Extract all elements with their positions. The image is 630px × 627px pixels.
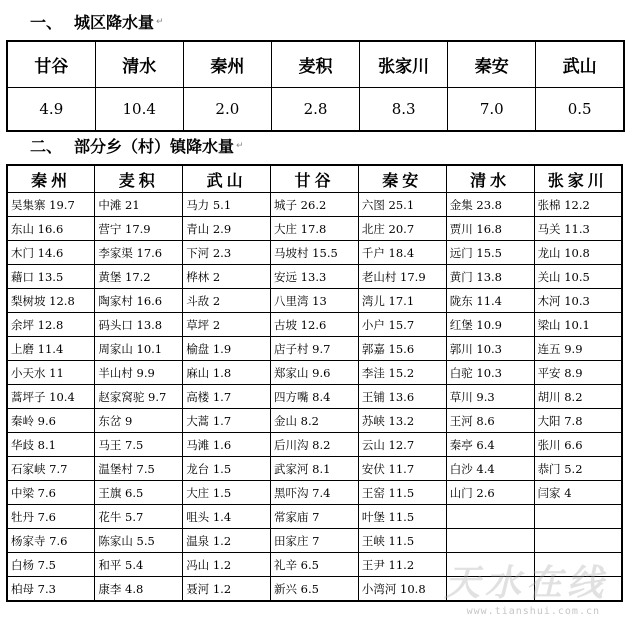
town-cell: 藉口 13.5: [7, 265, 95, 289]
town-cell: 湾儿 17.1: [358, 289, 446, 313]
town-cell: 郑家山 9.6: [271, 361, 359, 385]
town-cell: 安伏 11.7: [358, 457, 446, 481]
county-header-cell: 秦州: [7, 165, 95, 193]
town-cell: 龙山 10.8: [534, 241, 622, 265]
town-cell: 营宁 17.9: [95, 217, 183, 241]
city-header-cell: 麦积: [271, 41, 359, 88]
town-cell: [446, 529, 534, 553]
town-cell: 大庄 17.8: [271, 217, 359, 241]
town-cell: 草川 9.3: [446, 385, 534, 409]
town-cell: 八里湾 13: [271, 289, 359, 313]
town-cell: 马王 7.5: [95, 433, 183, 457]
city-precipitation-table: [6, 40, 625, 132]
town-cell: 千户 18.4: [358, 241, 446, 265]
town-cell: 马坡村 15.5: [271, 241, 359, 265]
town-cell: 东山 16.6: [7, 217, 95, 241]
table-row: [7, 361, 622, 385]
county-header-cell: 武山: [183, 165, 271, 193]
town-cell: 吴集寨 19.7: [7, 193, 95, 217]
town-cell: 王峡 11.5: [358, 529, 446, 553]
town-cell: 蒿坪子 10.4: [7, 385, 95, 409]
town-cell: 黄门 13.8: [446, 265, 534, 289]
town-cell: 苏峡 13.2: [358, 409, 446, 433]
city-values-row: [7, 88, 624, 132]
table-row: [7, 553, 622, 577]
city-value-cell: 4.9: [7, 88, 95, 132]
town-cell: 叶堡 11.5: [358, 505, 446, 529]
city-header-cell: 武山: [536, 41, 624, 88]
city-header-cell: 张家川: [360, 41, 448, 88]
section2-title: [30, 134, 244, 157]
town-cell: 榆盘 1.9: [183, 337, 271, 361]
city-header-cell: 秦安: [448, 41, 536, 88]
city-header-cell: 清水: [95, 41, 183, 88]
table-row: [7, 481, 622, 505]
town-cell: 和平 5.4: [95, 553, 183, 577]
town-cell: 贾川 16.8: [446, 217, 534, 241]
town-cell: 上磨 11.4: [7, 337, 95, 361]
city-header-cell: 秦州: [183, 41, 271, 88]
town-cell: 田家庄 7: [271, 529, 359, 553]
town-cell: 王河 8.6: [446, 409, 534, 433]
town-cell: 关山 10.5: [534, 265, 622, 289]
table-row: [7, 193, 622, 217]
town-cell: 王旗 6.5: [95, 481, 183, 505]
town-cell: 高楼 1.7: [183, 385, 271, 409]
town-cell: 四方嘴 8.4: [271, 385, 359, 409]
town-cell: 花牛 5.7: [95, 505, 183, 529]
town-cell: 古坡 12.6: [271, 313, 359, 337]
town-cell: [534, 505, 622, 529]
town-cell: 中滩 21: [95, 193, 183, 217]
town-cell: 温泉 1.2: [183, 529, 271, 553]
county-header-cell: 清水: [446, 165, 534, 193]
town-cell: 店子村 9.7: [271, 337, 359, 361]
town-cell: 杨家寺 7.6: [7, 529, 95, 553]
town-cell: 平安 8.9: [534, 361, 622, 385]
town-cell: 远门 15.5: [446, 241, 534, 265]
town-cell: 梁山 10.1: [534, 313, 622, 337]
city-value-cell: 7.0: [448, 88, 536, 132]
town-cell: 梨树坡 12.8: [7, 289, 95, 313]
town-cell: 周家山 10.1: [95, 337, 183, 361]
town-cell: 王铺 13.6: [358, 385, 446, 409]
town-cell: 东岔 9: [95, 409, 183, 433]
table-row: [7, 529, 622, 553]
town-cell: 礼辛 6.5: [271, 553, 359, 577]
town-precipitation-table: [6, 164, 623, 602]
town-cell: 温堡村 7.5: [95, 457, 183, 481]
town-header-row: [7, 165, 622, 193]
town-cell: 赵家窝驼 9.7: [95, 385, 183, 409]
town-cell: 北庄 20.7: [358, 217, 446, 241]
watermark-url: www.tianshui.com.cn: [466, 606, 600, 617]
town-cell: [534, 529, 622, 553]
town-cell: [446, 577, 534, 602]
county-header-cell: 张家川: [534, 165, 622, 193]
town-cell: 青山 2.9: [183, 217, 271, 241]
town-cell: 龙台 1.5: [183, 457, 271, 481]
town-cell: 中梁 7.6: [7, 481, 95, 505]
town-cell: 牡丹 7.6: [7, 505, 95, 529]
town-cell: 李洼 15.2: [358, 361, 446, 385]
table-row: [7, 433, 622, 457]
town-cell: 大蒿 1.7: [183, 409, 271, 433]
town-cell: 柏母 7.3: [7, 577, 95, 602]
town-cell: 郭川 10.3: [446, 337, 534, 361]
table-row: [7, 385, 622, 409]
table-row: [7, 577, 622, 602]
table-row: [7, 409, 622, 433]
county-header-cell: 甘谷: [271, 165, 359, 193]
town-cell: 陶家村 16.6: [95, 289, 183, 313]
town-cell: 石家峡 7.7: [7, 457, 95, 481]
town-cell: 白杨 7.5: [7, 553, 95, 577]
town-cell: 李家渠 17.6: [95, 241, 183, 265]
town-cell: 黄堡 17.2: [95, 265, 183, 289]
town-cell: 红堡 10.9: [446, 313, 534, 337]
section1-title: [30, 10, 164, 33]
table-row: [7, 289, 622, 313]
town-cell: 华歧 8.1: [7, 433, 95, 457]
town-cell: 余坪 12.8: [7, 313, 95, 337]
town-cell: [446, 505, 534, 529]
city-header-row: [7, 41, 624, 88]
watermark-logo: 天水在线: [443, 563, 608, 604]
town-cell: 张川 6.6: [534, 433, 622, 457]
town-cell: 咀头 1.4: [183, 505, 271, 529]
town-cell: 金山 8.2: [271, 409, 359, 433]
section2-number: 二、: [30, 137, 63, 156]
return-mark-icon: ↵: [156, 17, 164, 27]
town-cell: 马关 11.3: [534, 217, 622, 241]
town-cell: 斗敌 2: [183, 289, 271, 313]
town-cell: [534, 577, 622, 602]
town-cell: 云山 12.7: [358, 433, 446, 457]
town-cell: 后川沟 8.2: [271, 433, 359, 457]
town-cell: 草坪 2: [183, 313, 271, 337]
town-cell: 秦亭 6.4: [446, 433, 534, 457]
town-cell: 半山村 9.9: [95, 361, 183, 385]
town-cell: 冯山 1.2: [183, 553, 271, 577]
table-row: [7, 217, 622, 241]
city-value-cell: 10.4: [95, 88, 183, 132]
town-cell: 白沙 4.4: [446, 457, 534, 481]
table-row: [7, 265, 622, 289]
town-cell: [534, 553, 622, 577]
town-cell: 桦林 2: [183, 265, 271, 289]
town-cell: 胡川 8.2: [534, 385, 622, 409]
town-cell: 下河 2.3: [183, 241, 271, 265]
city-value-cell: 8.3: [360, 88, 448, 132]
town-cell: 秦岭 9.6: [7, 409, 95, 433]
table-row: [7, 241, 622, 265]
town-cell: [446, 553, 534, 577]
town-cell: 连五 9.9: [534, 337, 622, 361]
town-cell: 麻山 1.8: [183, 361, 271, 385]
town-cell: 陇东 11.4: [446, 289, 534, 313]
town-cell: 王窑 11.5: [358, 481, 446, 505]
section1-number: 一、: [30, 13, 63, 32]
town-cell: 新兴 6.5: [271, 577, 359, 602]
town-cell: 小户 15.7: [358, 313, 446, 337]
town-cell: 康李 4.8: [95, 577, 183, 602]
town-cell: 黑吓沟 7.4: [271, 481, 359, 505]
return-mark-icon: ↵: [236, 141, 244, 151]
town-cell: 白驼 10.3: [446, 361, 534, 385]
town-cell: 城子 26.2: [271, 193, 359, 217]
city-value-cell: 2.8: [271, 88, 359, 132]
table-row: [7, 337, 622, 361]
city-value-cell: 0.5: [536, 88, 624, 132]
town-cell: 安远 13.3: [271, 265, 359, 289]
town-cell: 大庄 1.5: [183, 481, 271, 505]
town-cell: 张棉 12.2: [534, 193, 622, 217]
town-cell: 木河 10.3: [534, 289, 622, 313]
section1-heading: 城区降水量: [74, 13, 155, 32]
town-cell: 六图 25.1: [358, 193, 446, 217]
section2-heading: 部分乡（村）镇降水量: [74, 137, 235, 156]
town-cell: 大阳 7.8: [534, 409, 622, 433]
county-header-cell: 秦安: [358, 165, 446, 193]
town-cell: 聂河 1.2: [183, 577, 271, 602]
town-cell: 小湾河 10.8: [358, 577, 446, 602]
city-value-cell: 2.0: [183, 88, 271, 132]
town-cell: 小天水 11: [7, 361, 95, 385]
town-cell: 常家庙 7: [271, 505, 359, 529]
town-cell: 陈家山 5.5: [95, 529, 183, 553]
town-cell: 木门 14.6: [7, 241, 95, 265]
town-cell: 马滩 1.6: [183, 433, 271, 457]
town-cell: 山门 2.6: [446, 481, 534, 505]
town-cell: 恭门 5.2: [534, 457, 622, 481]
town-cell: 王尹 11.2: [358, 553, 446, 577]
town-cell: 武家河 8.1: [271, 457, 359, 481]
table-row: [7, 313, 622, 337]
town-cell: 金集 23.8: [446, 193, 534, 217]
table-row: [7, 505, 622, 529]
city-header-cell: 甘谷: [7, 41, 95, 88]
town-cell: 码头口 13.8: [95, 313, 183, 337]
town-cell: 郭嘉 15.6: [358, 337, 446, 361]
town-cell: 闫家 4: [534, 481, 622, 505]
table-row: [7, 457, 622, 481]
town-cell: 马力 5.1: [183, 193, 271, 217]
town-cell: 老山村 17.9: [358, 265, 446, 289]
county-header-cell: 麦积: [95, 165, 183, 193]
